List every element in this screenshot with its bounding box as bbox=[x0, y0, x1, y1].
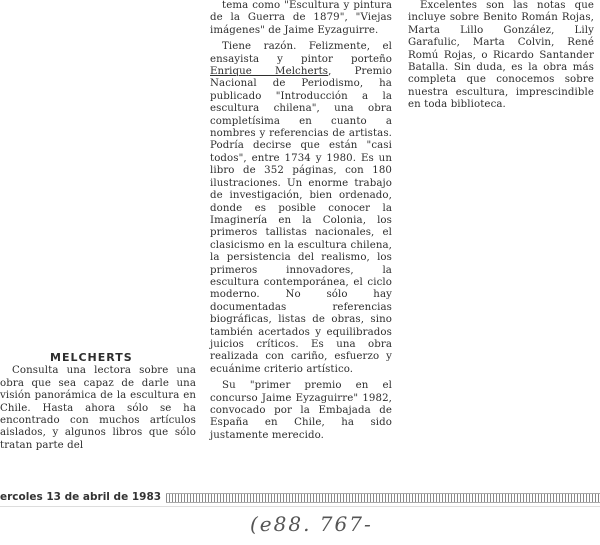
right-column bbox=[408, 0, 594, 112]
author-name: Enrique Melcherts bbox=[210, 66, 329, 78]
right-paragraph: Excelentes son las notas que incluye sobre Benito Román Rojas, Marta Lillo González, Lily Garafulic, Marta Colvin, René Romú Rojas, o Ricardo Santander Batalla. Sin duda, es la obra más completa que conocemos sobre nuestra escultura, imprescindible en toda biblioteca. bbox=[408, 0, 594, 111]
section-heading: MELCHERTS bbox=[50, 351, 133, 364]
middle-paragraph-3: Su "primer premio en el concurso Jaime Eyzaguirre" 1982, convocado por la Embajada de España en Chile, ha sido justamente merecido. bbox=[210, 380, 392, 441]
p2-body: , Premio Nacional de Periodismo, ha publicado "Introducción a la escultura chilena", una obra completísima en cuanto a nombres y referencias de artistas. Podría decirse que están "casi todos", entre 1734 y 1980. Es un libro de 352 páginas, con 180 ilustraciones. Un enorme trabajo de investigación, bien ordenado, donde es posible conocer la Imaginería en la Colonia, los primeros tallistas nacionales, el clasicismo en la escultura chilena, la persistencia del realismo, los primeros innovadores, la escultura contemporánea, el ciclo moderno. No sólo hay documentadas referencias biográficas, listas de obras, sino también acertados y equilibrados juicios críticos. Es una obra realizada con cariño, esfuerzo y ecuánime criterio artístico. bbox=[210, 66, 392, 375]
footer-date: ercoles 13 de abril de 1983 bbox=[0, 490, 165, 504]
p2-intro: Tiene razón. Felizmente, el ensayista y pintor porteño bbox=[210, 41, 392, 65]
left-paragraph: Consulta una lectora sobre una obra que sea capaz de darle una visión panorámica de la escultura en Chile. Hasta ahora sólo se ha encontrado con muchos artículos aislados, y algunos libros que sólo tratan parte del bbox=[0, 365, 196, 451]
handwritten-note: (e88. 767- bbox=[250, 512, 373, 536]
middle-column bbox=[210, 0, 392, 442]
middle-paragraph-2 bbox=[210, 41, 392, 376]
footer-bar bbox=[0, 490, 600, 504]
footer-rule bbox=[166, 493, 600, 503]
middle-paragraph-1: tema como "Escultura y pintura de la Guerra de 1879", "Viejas imágenes" de Jaime Eyzaguirre. bbox=[210, 0, 392, 36]
left-column bbox=[0, 352, 196, 452]
bottom-divider bbox=[0, 506, 600, 507]
